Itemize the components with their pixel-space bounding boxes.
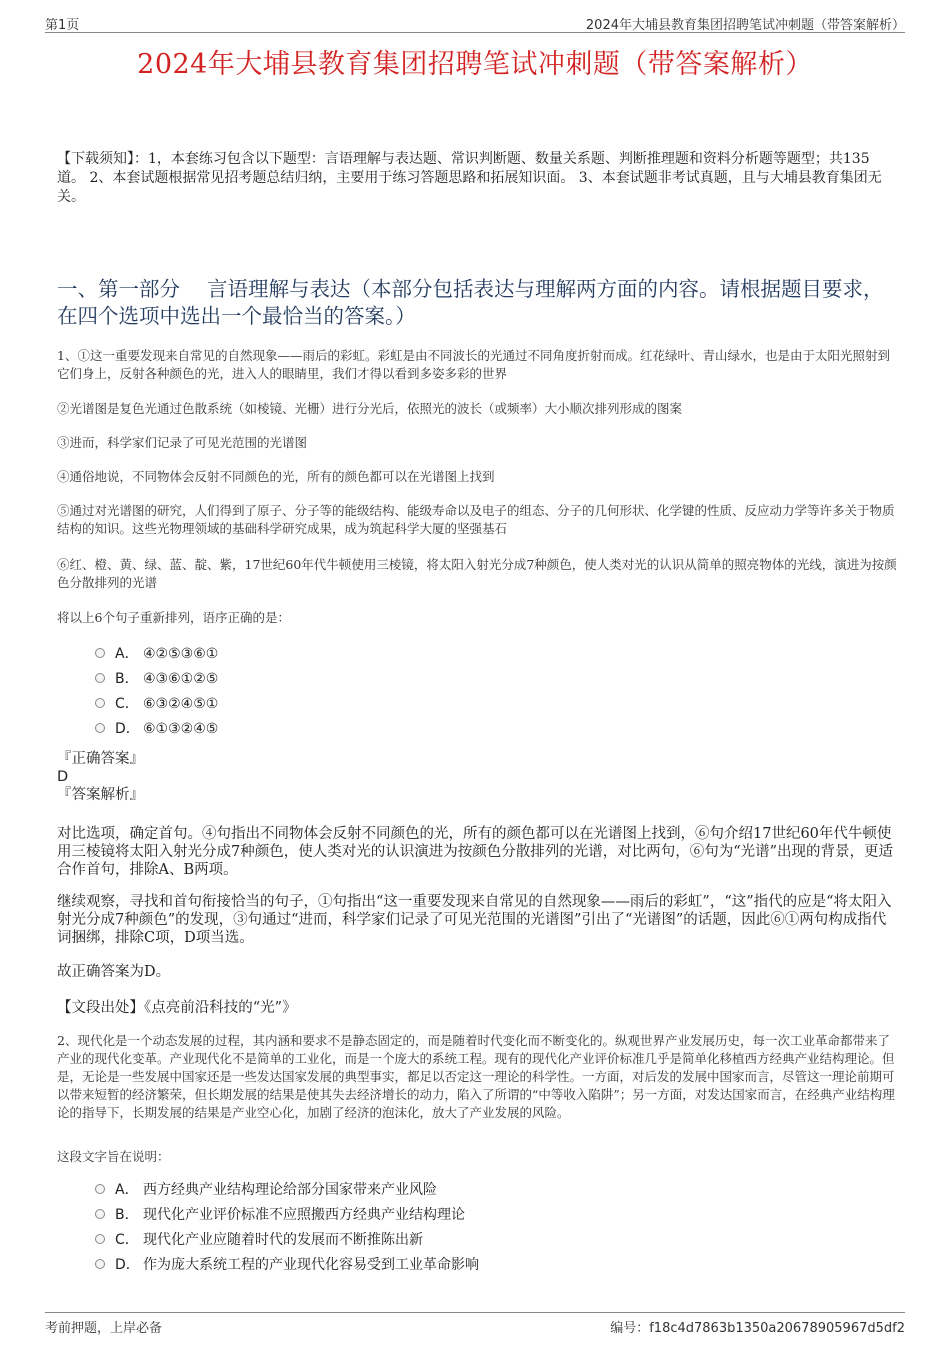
section-heading: 一、第一部分 言语理解与表达（本部分包括表达与理解两方面的内容。请根据题目要求，在四个选项中选出一个最恰当的答案。）: [57, 277, 884, 328]
page-title: 2024年大埔县教育集团招聘笔试冲刺题（带答案解析）: [137, 49, 813, 80]
radio-icon[interactable]: [95, 723, 105, 733]
code-value: f18c4d7863b1350a20678905967d5df2: [649, 1321, 905, 1336]
answer-value: D: [57, 769, 69, 785]
page-footer: [45, 1312, 905, 1336]
radio-icon[interactable]: [95, 698, 105, 708]
code-label: 编号：: [610, 1321, 650, 1336]
q1-analysis-para-1: 对比选项，确定首句。④句指出不同物体会反射不同颜色的光，所有的颜色都可以在光谱图上找到，⑥句介绍17世纪60年代牛顿使用三棱镜将太阳入射光分成7种颜色，使人类对光的认识演进为按颜色分散排列的光谱，对比两句，⑥句为“光谱”出现的背景，更适合作首句，排除A、B两项。: [57, 826, 894, 878]
radio-icon[interactable]: [95, 1259, 105, 1269]
q2-options: [95, 1178, 479, 1278]
q1-analysis-para-2: 继续观察，寻找和首句衔接恰当的句子，①句指出“这一重要发现来自常见的自然现象——雨后的彩虹”，“这”指代的应是“将太阳入射光分成7种颜色”的发现，③句通过“进而，科学家们记录了可见光范围的光谱图”引出了“光谱图”的话题，因此⑥①两句构成指代词捆绑，排除C项，D项当选。: [57, 894, 892, 946]
q1-stem-sentence-1: 1、①这一重要发现来自常见的自然现象——雨后的彩虹。彩虹是由不同波长的光通过不同角度折射而成。红花绿叶、青山绿水，也是由于太阳光照射到它们身上，反射各种颜色的光，进入人的眼睛里，我们才得以看到多姿多彩的世界: [57, 348, 890, 381]
radio-icon[interactable]: [95, 673, 105, 683]
q1-sentence-4: ④通俗地说，不同物体会反射不同颜色的光，所有的颜色都可以在光谱图上找到: [57, 469, 495, 484]
radio-icon[interactable]: [95, 1234, 105, 1244]
q1-sentence-6: ⑥红、橙、黄、绿、蓝、靛、紫，17世纪60年代牛顿使用三棱镜，将太阳入射光分成7种颜色，使人类对光的认识从简单的照亮物体的光线，演进为按颜色分散排列的光谱: [57, 557, 897, 590]
q1-sentence-3: ③进而，科学家们记录了可见光范围的光谱图: [57, 435, 308, 450]
q1-sentence-2: ②光谱图是复色光通过色散系统（如棱镜、光栅）进行分光后，依照光的波长（或频率）大小顺次排列形成的图案: [57, 401, 683, 416]
answer-label: 『正确答案』: [57, 751, 144, 767]
radio-icon[interactable]: [95, 1184, 105, 1194]
q2-option-c[interactable]: C． 现代化产业应随着时代的发展而不断推陈出新: [95, 1228, 479, 1253]
page-header: [45, 12, 905, 33]
q1-source: 【文段出处】《点亮前沿科技的“光”》: [57, 1000, 297, 1016]
radio-icon[interactable]: [95, 1209, 105, 1219]
footer-slogan: 考前押题，上岸必备: [45, 1321, 163, 1336]
download-notice: 【下载须知】：1，本套练习包含以下题型：言语理解与表达题、常识判断题、数量关系题、判断推理题和资料分析题等题型；共135道。 2、本套试题根据常见招考题总结归纳，主要用于练习答题思路和拓展知识面。 3、本套试题非考试真题，且与大埔县教育集团无关。: [57, 151, 882, 205]
q1-option-d[interactable]: D． ⑥①③②④⑤: [95, 717, 218, 742]
q1-analysis-conclusion: 故正确答案为D。: [57, 964, 171, 980]
footer-code: [610, 1317, 905, 1336]
analysis-label: 『答案解析』: [57, 787, 144, 803]
radio-icon[interactable]: [95, 648, 105, 658]
q2-option-b[interactable]: B． 现代化产业评价标准不应照搬西方经典产业结构理论: [95, 1203, 479, 1228]
q2-question-prompt: 这段文字旨在说明：: [57, 1149, 170, 1164]
page-number: 第1页: [45, 18, 80, 33]
header-doc-title: 2024年大埔县教育集团招聘笔试冲刺题（带答案解析）: [585, 18, 905, 33]
q2-option-a[interactable]: A． 西方经典产业结构理论给部分国家带来产业风险: [95, 1178, 479, 1203]
q1-question-prompt: 将以上6个句子重新排列，语序正确的是：: [57, 610, 290, 625]
q1-option-b[interactable]: B． ④③⑥①②⑤: [95, 667, 218, 692]
q1-options: [95, 642, 218, 742]
q1-answer-block: [57, 750, 897, 804]
q2-option-d[interactable]: D． 作为庞大系统工程的产业现代化容易受到工业革命影响: [95, 1253, 479, 1278]
q1-sentence-5: ⑤通过对光谱图的研究，人们得到了原子、分子等的能级结构、能级寿命以及电子的组态、分子的几何形状、化学键的性质、反应动力学等许多关于物质结构的知识。这些光物理领域的基础科学研究成果，成为筑起科学大厦的坚强基石: [57, 503, 895, 536]
q1-option-a[interactable]: A． ④②⑤③⑥①: [95, 642, 218, 667]
q2-passage: 2、现代化是一个动态发展的过程，其内涵和要求不是静态固定的，而是随着时代变化而不断变化的。纵观世界产业发展历史，每一次工业革命都带来了产业的现代化变革。产业现代化不是简单的工业化，而是一个庞大的系统工程。现有的现代化产业评价标准几乎是简单化移植西方经典产业结构理论。但是，无论是一些发展中国家还是一些发达国家发展的典型事实，都足以否定这一理论的科学性。一方面，对后发的发展中国家而言，尽管这一理论前期可以带来短暂的经济繁荣，但长期发展的结果是使其失去经济增长的动力，陷入了所谓的“中等收入陷阱”；另一方面，对发达国家而言，在经典产业结构理论的指导下，长期发展的结果是产业空心化，加剧了经济的泡沫化，放大了产业发展的风险。: [57, 1033, 895, 1120]
q1-option-c[interactable]: C． ⑥③②④⑤①: [95, 692, 218, 717]
